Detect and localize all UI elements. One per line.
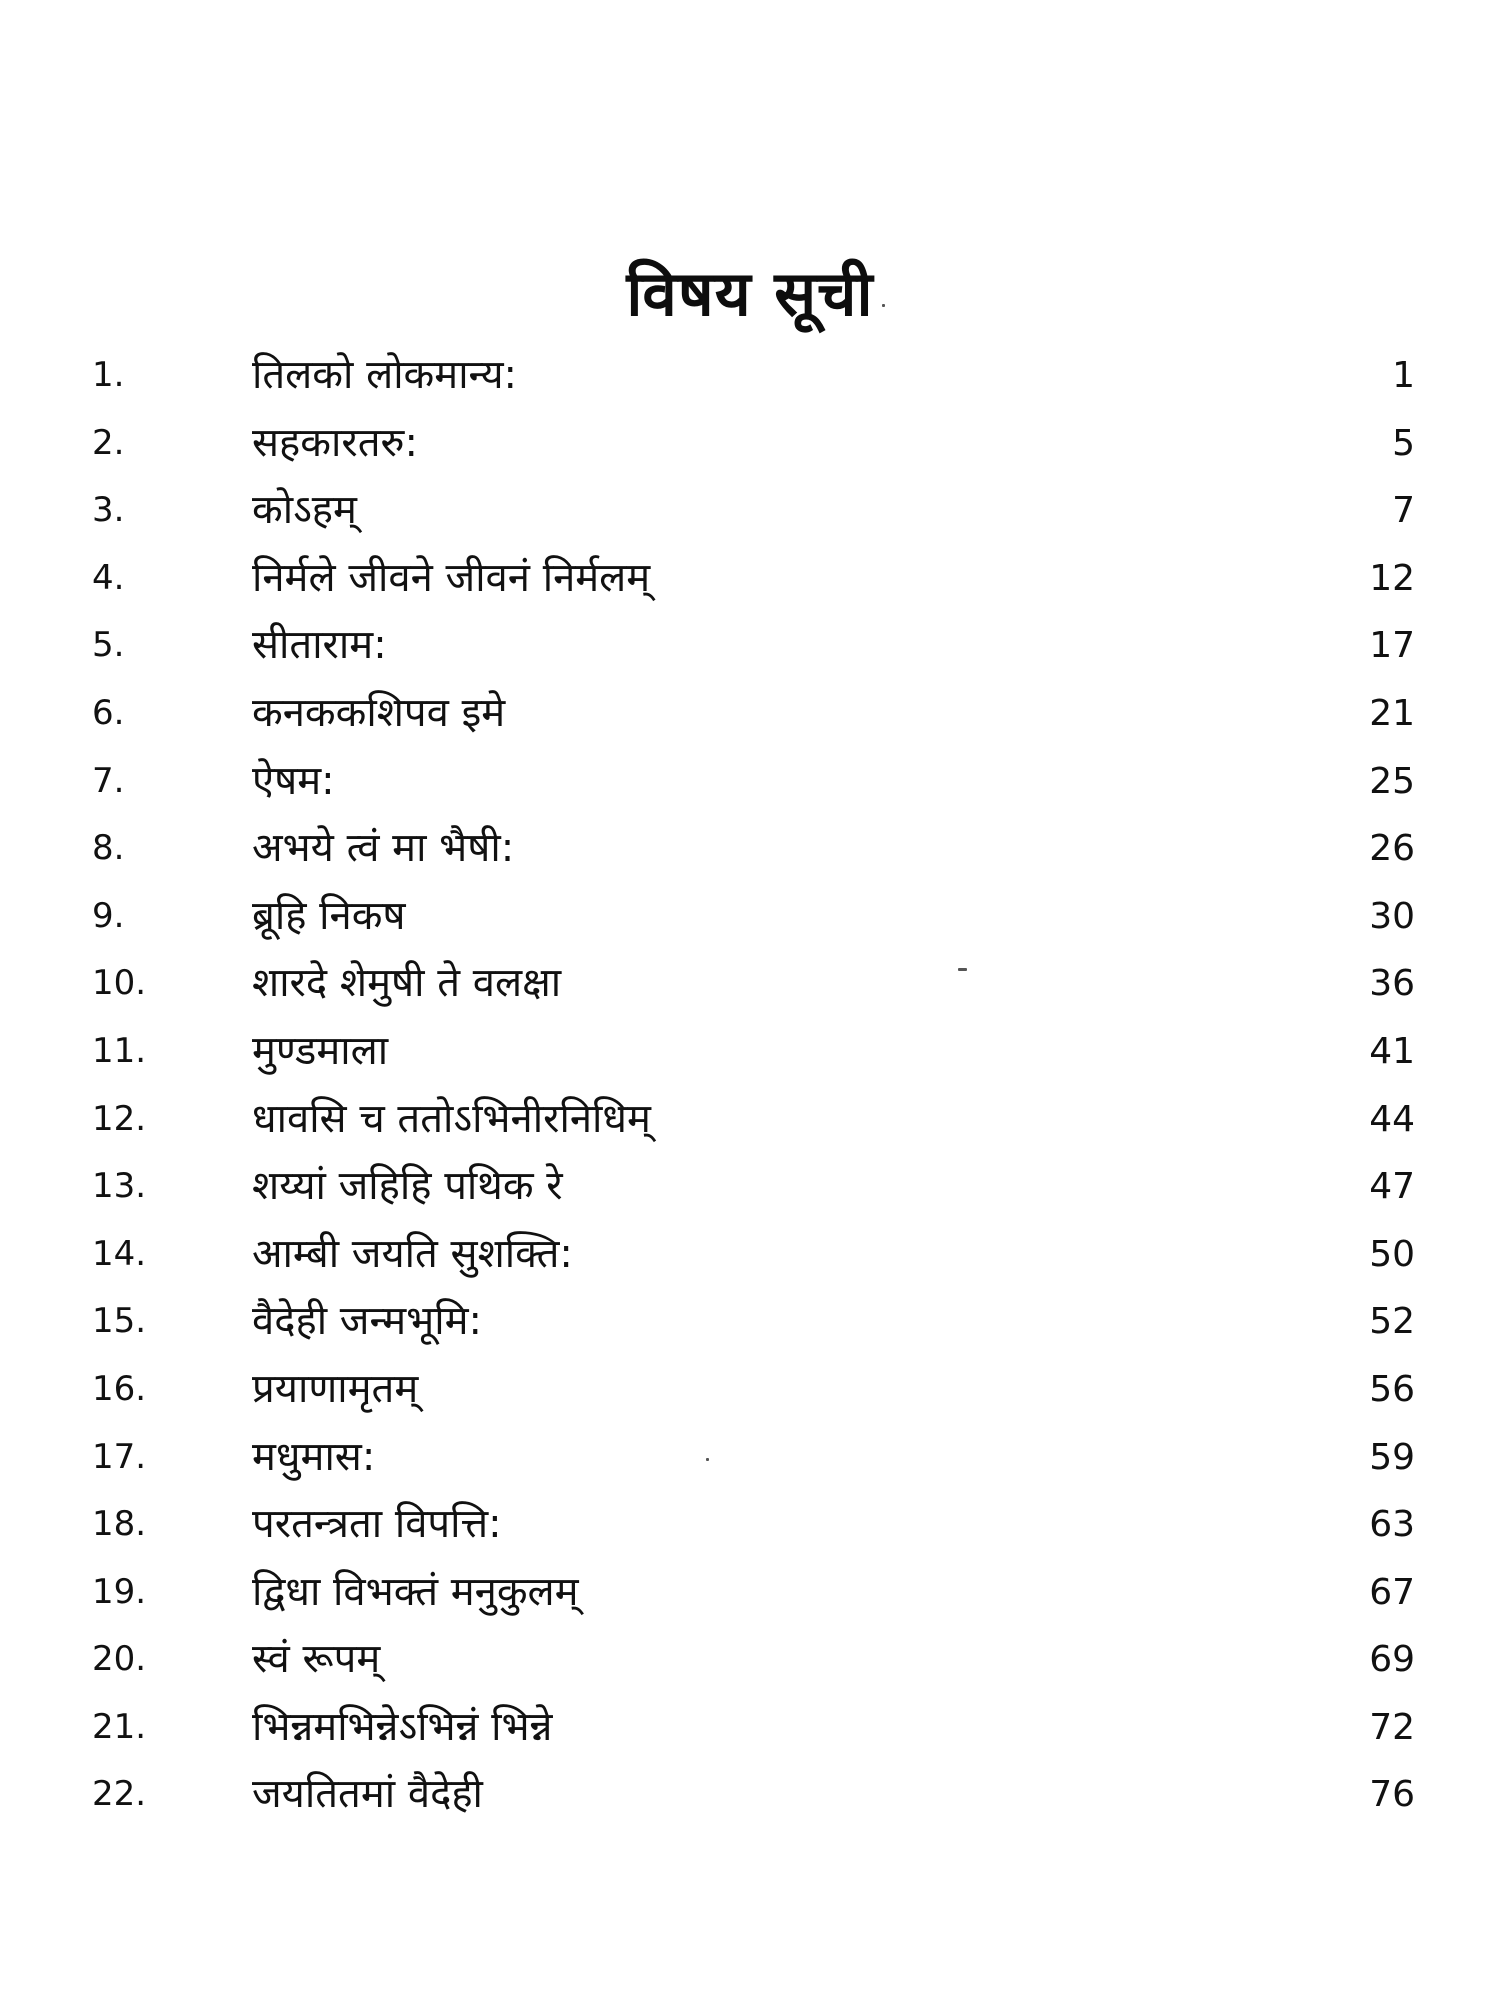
entry-title: स्वं रूपम्	[252, 1636, 381, 1683]
entry-number: 16.	[92, 1368, 147, 1409]
toc-entry[interactable]	[0, 1626, 1500, 1694]
entry-number: 12.	[92, 1098, 147, 1139]
entry-title: मुण्डमाला	[252, 1027, 389, 1074]
entry-title: प्रयाणामृतम्	[252, 1365, 419, 1412]
entry-title: धावसि च ततोऽभिनीरनिधिम्	[252, 1095, 651, 1142]
entry-title: अभये त्वं मा भैषी:	[252, 825, 515, 872]
entry-title: ऐषम:	[252, 757, 335, 804]
toc-list	[0, 342, 1500, 1829]
entry-title: कोऽहम्	[252, 487, 357, 534]
entry-title: शय्यां जहिहि पथिक रे	[252, 1163, 563, 1210]
entry-page-number: 52	[1369, 1301, 1415, 1343]
entry-title: ब्रूहि निकष	[252, 892, 406, 939]
entry-title: सीताराम:	[252, 622, 387, 669]
entry-title: मधुमास:	[252, 1433, 376, 1480]
entry-number: 15.	[92, 1301, 147, 1342]
entry-page-number: 56	[1369, 1368, 1415, 1410]
entry-page-number: 1	[1392, 355, 1415, 396]
entry-title: वैदेही जन्मभूमि:	[252, 1298, 482, 1345]
entry-page-number: 21	[1369, 692, 1415, 734]
toc-entry[interactable]	[0, 1424, 1500, 1492]
entry-page-number: 69	[1369, 1639, 1415, 1681]
entry-page-number: 26	[1369, 828, 1415, 870]
entry-title: सहकारतरु:	[252, 419, 418, 466]
entry-page-number: 63	[1369, 1504, 1415, 1546]
entry-number: 4.	[92, 557, 125, 598]
entry-title: परतन्त्रता विपत्ति:	[252, 1501, 502, 1548]
entry-number: 9.	[92, 895, 125, 936]
entry-title: भिन्नमभिन्नेऽभिन्नं भिन्ने	[252, 1703, 553, 1750]
toc-entry[interactable]	[0, 1086, 1500, 1154]
toc-entry[interactable]	[0, 1356, 1500, 1424]
entry-page-number: 47	[1369, 1166, 1415, 1208]
entry-number: 5.	[92, 625, 125, 666]
entry-number: 8.	[92, 828, 125, 869]
entry-number: 14.	[92, 1233, 147, 1274]
entry-number: 22.	[92, 1774, 147, 1815]
toc-entry[interactable]	[0, 477, 1500, 545]
entry-number: 10.	[92, 963, 147, 1004]
entry-page-number: 44	[1369, 1098, 1415, 1140]
entry-number: 19.	[92, 1571, 147, 1612]
entry-number: 20.	[92, 1639, 147, 1680]
toc-entry[interactable]	[0, 1153, 1500, 1221]
toc-entry[interactable]	[0, 1694, 1500, 1762]
entry-title: तिलको लोकमान्य:	[252, 352, 518, 398]
entry-number: 21.	[92, 1706, 147, 1747]
entry-title: कनककशिपव इमे	[252, 689, 506, 736]
entry-number: 18.	[92, 1504, 147, 1545]
toc-entry[interactable]	[0, 1018, 1500, 1086]
entry-number: 3.	[92, 490, 125, 531]
scan-speck	[882, 304, 885, 307]
entry-page-number: 12	[1369, 557, 1415, 599]
toc-entry[interactable]	[0, 950, 1500, 1018]
entry-number: 13.	[92, 1166, 147, 1207]
entry-title: निर्मले जीवने जीवनं निर्मलम्	[252, 554, 651, 601]
toc-entry[interactable]	[0, 815, 1500, 883]
entry-page-number: 36	[1369, 963, 1415, 1005]
toc-entry[interactable]	[0, 1221, 1500, 1289]
entry-title: जयतितमां वैदेही	[252, 1771, 483, 1818]
toc-entry[interactable]	[0, 680, 1500, 748]
entry-page-number: 25	[1369, 760, 1415, 802]
entry-number: 17.	[92, 1436, 147, 1477]
entry-number: 6.	[92, 692, 125, 733]
toc-entry[interactable]	[0, 1559, 1500, 1627]
entry-number: 7.	[92, 760, 125, 801]
toc-entry[interactable]	[0, 342, 1500, 410]
entry-page-number: 67	[1369, 1571, 1415, 1613]
entry-title: शारदे शेमुषी ते वलक्षा	[252, 960, 562, 1007]
toc-entry[interactable]	[0, 612, 1500, 680]
entry-number: 11.	[92, 1030, 147, 1071]
toc-entry[interactable]	[0, 410, 1500, 478]
entry-page-number: 7	[1392, 490, 1415, 532]
entry-page-number: 50	[1369, 1233, 1415, 1275]
entry-title: आम्बी जयति सुशक्ति:	[252, 1230, 573, 1277]
toc-entry[interactable]	[0, 1491, 1500, 1559]
entry-page-number: 72	[1369, 1706, 1415, 1748]
entry-page-number: 5	[1392, 422, 1415, 464]
entry-page-number: 76	[1369, 1774, 1415, 1816]
entry-title: द्विधा विभक्तं मनुकुलम्	[252, 1568, 579, 1615]
entry-number: 1.	[92, 355, 125, 395]
toc-entry[interactable]	[0, 748, 1500, 816]
toc-entry[interactable]	[0, 1761, 1500, 1829]
toc-entry[interactable]	[0, 1288, 1500, 1356]
entry-page-number: 17	[1369, 625, 1415, 667]
entry-page-number: 59	[1369, 1436, 1415, 1478]
entry-page-number: 30	[1369, 895, 1415, 937]
toc-entry[interactable]	[0, 545, 1500, 613]
toc-entry[interactable]	[0, 883, 1500, 951]
entry-number: 2.	[92, 422, 125, 463]
page-title: विषय सूची	[626, 256, 874, 330]
entry-page-number: 41	[1369, 1030, 1415, 1072]
